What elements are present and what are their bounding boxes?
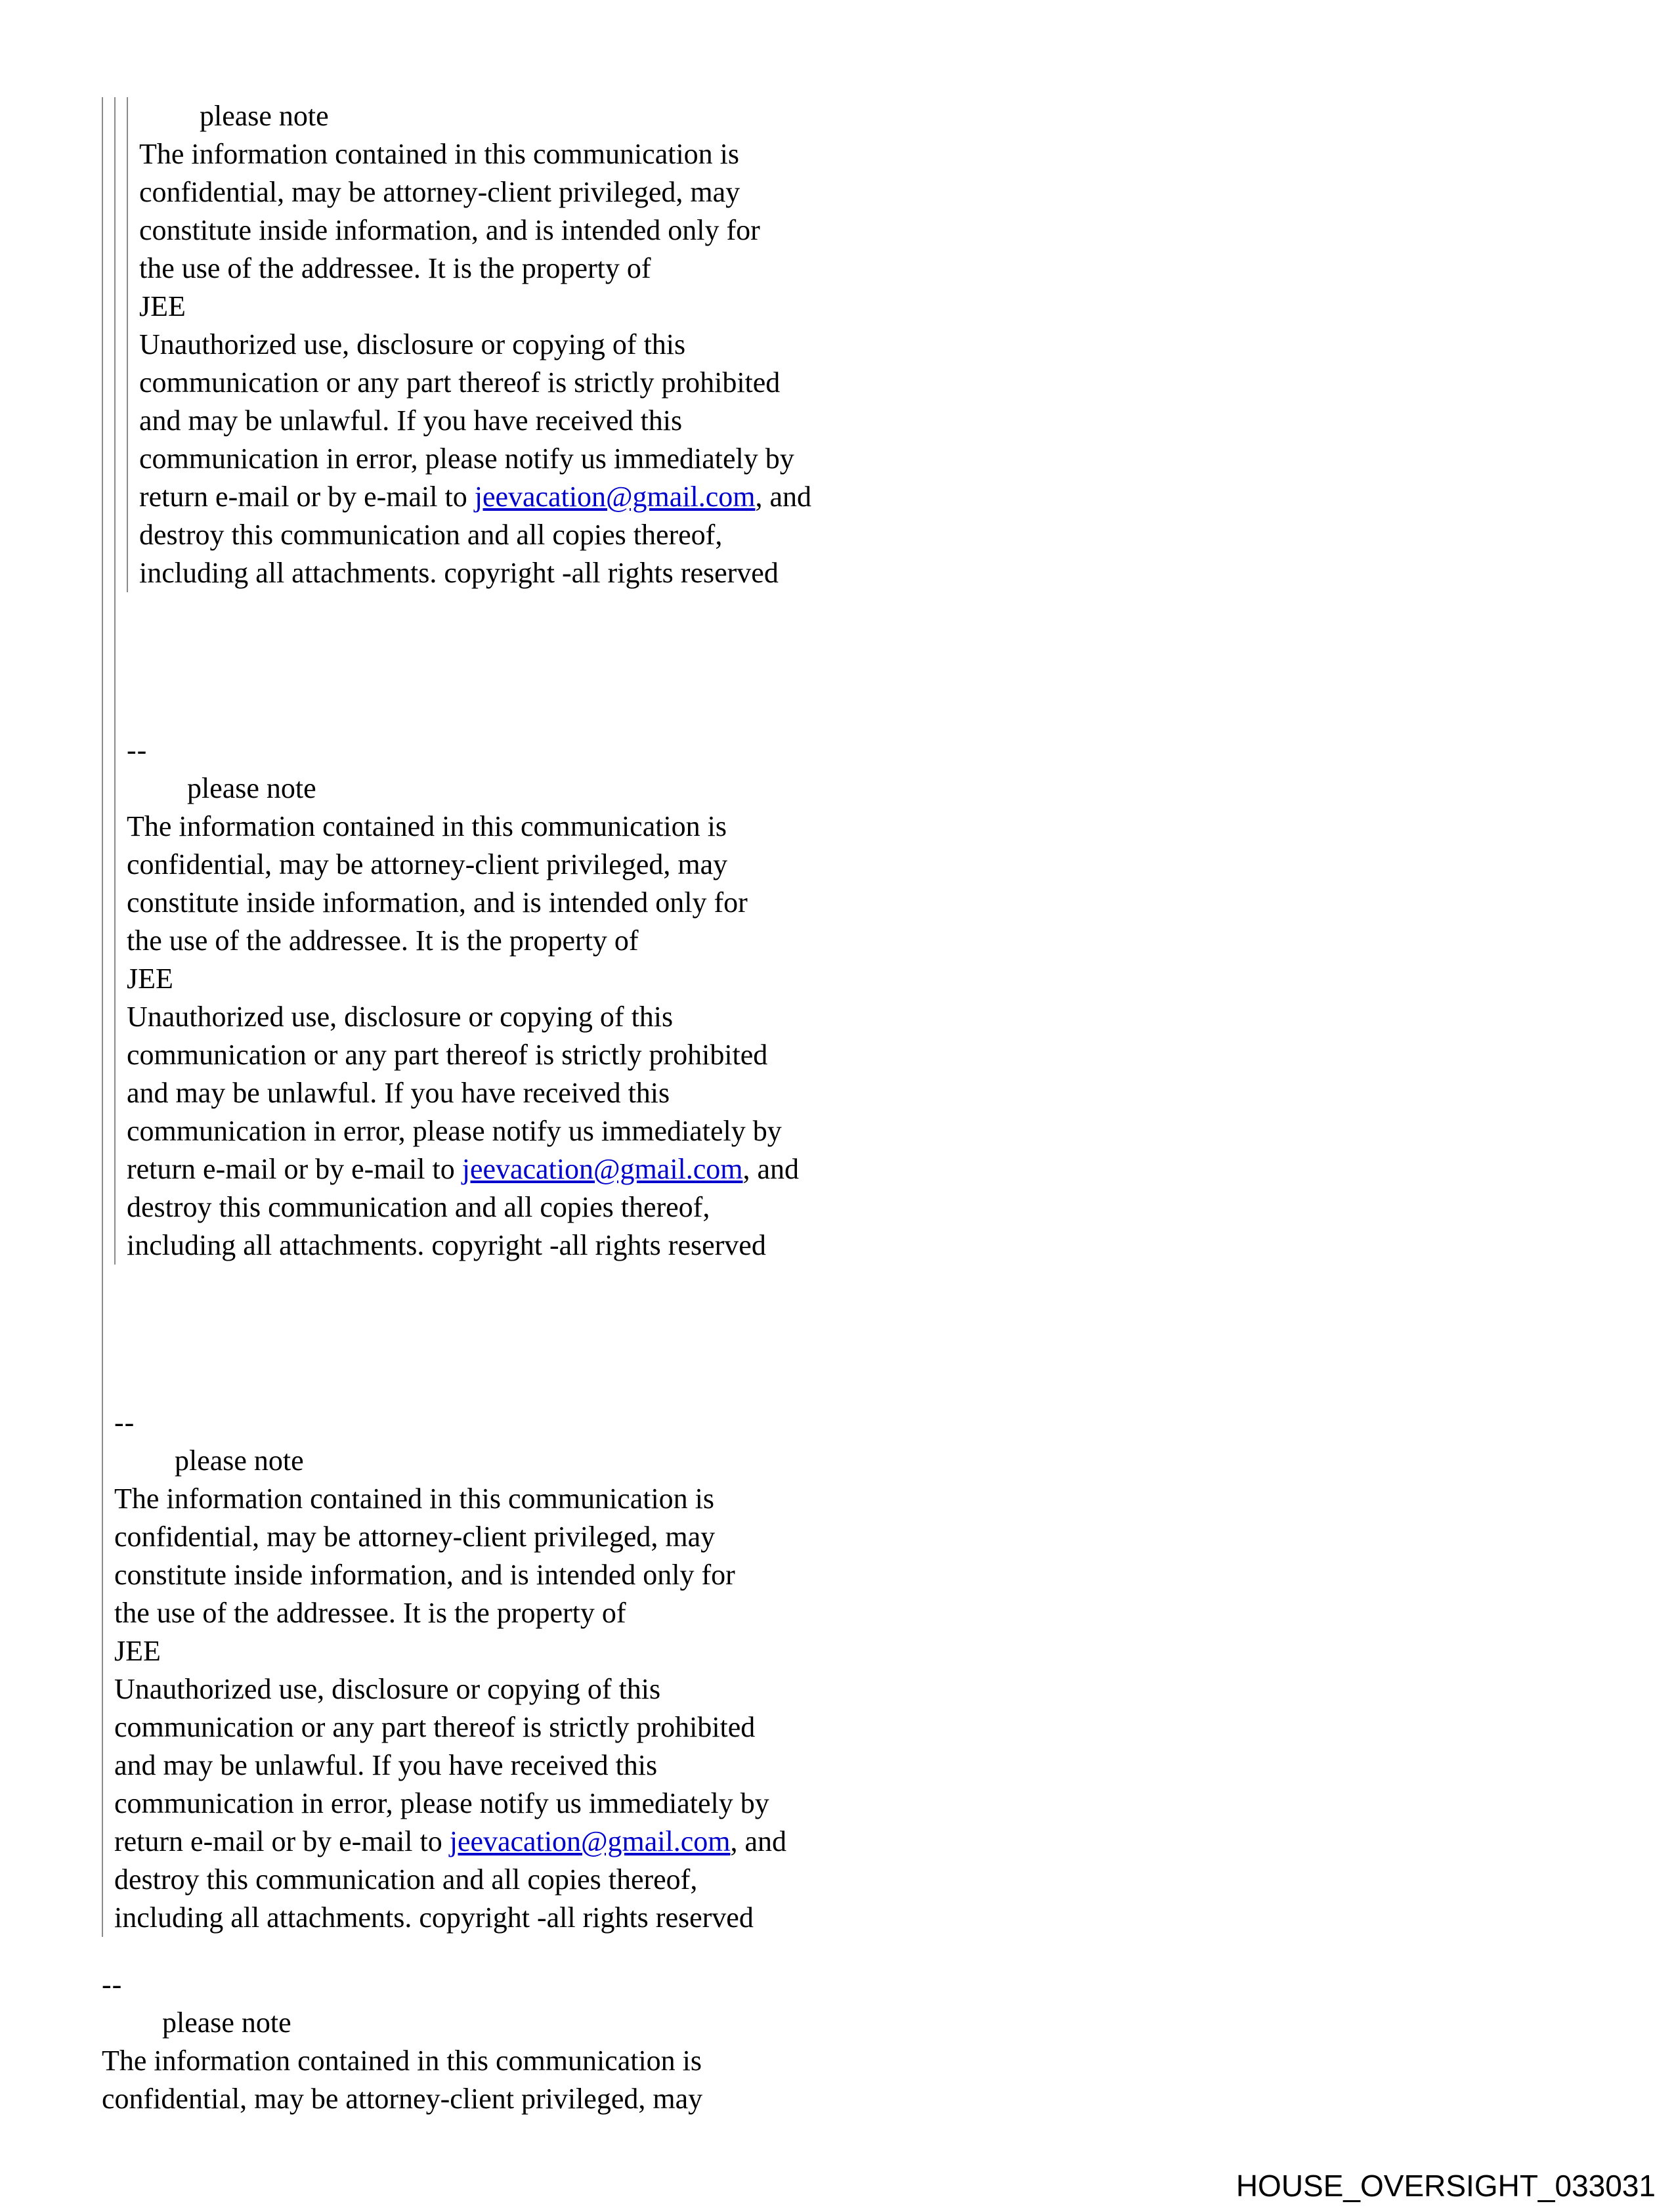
- email-link[interactable]: jeevacation@gmail.com: [461, 1153, 743, 1185]
- disclaimer-line: JEE: [114, 1635, 161, 1667]
- disclaimer-block-4: [102, 1966, 1648, 2118]
- quote-level-2: [114, 97, 1648, 1265]
- disclaimer-line: and may be unlawful. If you have received this: [127, 1077, 670, 1109]
- disclaimer-line: JEE: [139, 290, 186, 322]
- disclaimer-line: the use of the addressee. It is the property of: [114, 1597, 626, 1629]
- disclaimer-line: The information contained in this communication is: [114, 1483, 715, 1515]
- disclaimer-line: the use of the addressee. It is the property of: [139, 252, 651, 284]
- disclaimer-block-3: [114, 1404, 1648, 1937]
- note-line: please note: [187, 772, 316, 804]
- link-suffix-text: , and: [755, 481, 812, 513]
- disclaimer-line: destroy this communication and all copies thereof,: [127, 1191, 710, 1223]
- disclaimer-line: constitute inside information, and is intended only for: [127, 886, 748, 919]
- disclaimer-line: including all attachments. copyright -all rights reserved: [127, 1229, 766, 1261]
- disclaimer-line: confidential, may be attorney-client privileged, may: [114, 1521, 716, 1553]
- disclaimer-line: constitute inside information, and is intended only for: [139, 214, 760, 246]
- disclaimer-line: communication or any part thereof is strictly prohibited: [114, 1711, 756, 1743]
- disclaimer-line: The information contained in this communication is: [139, 138, 740, 170]
- separator-line: --: [127, 734, 148, 766]
- disclaimer-line: confidential, may be attorney-client privileged, may: [139, 176, 740, 208]
- disclaimer-line: [114, 1823, 1648, 1861]
- disclaimer-line: confidential, may be attorney-client privileged, may: [102, 2083, 703, 2115]
- disclaimer-line: communication or any part thereof is strictly prohibited: [127, 1039, 768, 1071]
- note-line: please note: [175, 1444, 304, 1477]
- disclaimer-line: the use of the addressee. It is the property of: [127, 924, 639, 957]
- disclaimer-line: Unauthorized use, disclosure or copying of this: [114, 1673, 661, 1705]
- disclaimer-line: [139, 478, 1648, 516]
- quote-level-3: [127, 97, 1648, 592]
- disclaimer-line: destroy this communication and all copies thereof,: [114, 1863, 698, 1896]
- disclaimer-line: including all attachments. copyright -all rights reserved: [114, 1901, 754, 1934]
- disclaimer-line: and may be unlawful. If you have received this: [114, 1749, 658, 1781]
- disclaimer-line: The information contained in this communication is: [127, 810, 727, 842]
- disclaimer-line: constitute inside information, and is intended only for: [114, 1559, 735, 1591]
- bates-number: HOUSE_OVERSIGHT_033031: [1235, 2169, 1656, 2203]
- disclaimer-block-2: [127, 731, 1648, 1265]
- disclaimer-line: confidential, may be attorney-client privileged, may: [127, 848, 728, 880]
- disclaimer-line: destroy this communication and all copies thereof,: [139, 519, 723, 551]
- link-prefix-text: return e-mail or by e-mail to: [114, 1825, 450, 1857]
- email-link[interactable]: jeevacation@gmail.com: [474, 481, 756, 513]
- disclaimer-line: Unauthorized use, disclosure or copying of this: [127, 1001, 674, 1033]
- disclaimer-line: Unauthorized use, disclosure or copying of this: [139, 328, 686, 360]
- disclaimer-line: The information contained in this communication is: [102, 2045, 702, 2077]
- link-suffix-text: , and: [742, 1153, 800, 1185]
- link-suffix-text: , and: [730, 1825, 787, 1857]
- link-prefix-text: return e-mail or by e-mail to: [127, 1153, 462, 1185]
- note-line: please note: [162, 2006, 291, 2039]
- disclaimer-block-1: [139, 97, 1648, 592]
- disclaimer-line: including all attachments. copyright -all rights reserved: [139, 557, 779, 589]
- disclaimer-line: communication in error, please notify us immediately by: [127, 1115, 782, 1147]
- separator-line: --: [114, 1406, 135, 1439]
- disclaimer-line: communication in error, please notify us immediately by: [139, 443, 794, 475]
- disclaimer-line: and may be unlawful. If you have received this: [139, 404, 683, 437]
- disclaimer-line: communication or any part thereof is strictly prohibited: [139, 366, 781, 399]
- disclaimer-line: [127, 1150, 1648, 1188]
- link-prefix-text: return e-mail or by e-mail to: [139, 481, 475, 513]
- note-line: please note: [200, 100, 329, 132]
- email-link[interactable]: jeevacation@gmail.com: [449, 1825, 731, 1857]
- disclaimer-line: communication in error, please notify us immediately by: [114, 1787, 769, 1819]
- separator-line: --: [102, 1968, 123, 2001]
- quote-level-1: [102, 97, 1648, 1937]
- disclaimer-line: JEE: [127, 963, 173, 995]
